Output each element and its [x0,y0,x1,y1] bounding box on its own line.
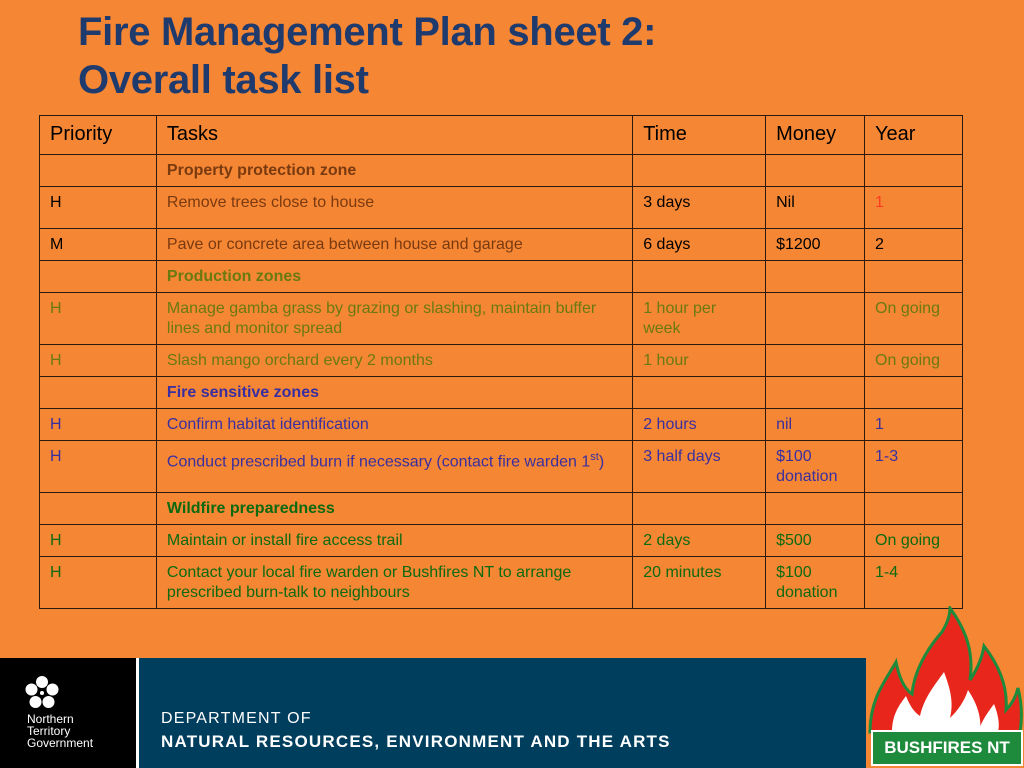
money-cell: $100 donation [766,441,865,493]
section-title: Property protection zone [156,155,632,187]
ntg-line-3: Government [27,736,94,750]
empty-cell [865,261,963,293]
priority-cell: H [40,557,157,609]
header-priority: Priority [40,116,157,155]
empty-cell [633,261,766,293]
time-cell: 2 days [633,525,766,557]
section-title: Production zones [156,261,632,293]
year-cell: 1-3 [865,441,963,493]
table-row [40,525,963,557]
task-text: Conduct prescribed burn if necessary (contact fire warden 1 [166,453,591,471]
table-row [40,409,963,441]
time-cell: 1 hour per week [633,293,766,345]
priority-cell: H [40,441,157,493]
priority-cell: M [40,229,157,261]
empty-cell [766,261,865,293]
task-cell: Confirm habitat identification [156,409,632,441]
section-row [40,155,963,187]
money-cell: $1200 [766,229,865,261]
page-title [78,8,656,104]
empty-cell [633,155,766,187]
money-cell: nil [766,409,865,441]
header-money: Money [766,116,865,155]
table-row [40,293,963,345]
time-cell: 2 hours [633,409,766,441]
year-cell: On going [865,293,963,345]
table-row [40,441,963,493]
empty-cell [865,377,963,409]
task-cell: Slash mango orchard every 2 months [156,345,632,377]
year-cell: On going [865,345,963,377]
task-cell: Maintain or install fire access trail [156,525,632,557]
ntg-wordmark [27,713,93,749]
task-cell: Pave or concrete area between house and garage [156,229,632,261]
empty-cell [40,155,157,187]
empty-cell [865,493,963,525]
year-cell: On going [865,525,963,557]
time-cell: 6 days [633,229,766,261]
year-cell: 1 [865,187,963,229]
section-row [40,377,963,409]
task-text-end: ) [598,453,605,471]
table-header-row [40,116,963,155]
task-table [39,115,963,609]
empty-cell [633,493,766,525]
section-title: Fire sensitive zones [156,377,632,409]
time-cell: 20 minutes [633,557,766,609]
department-line-1: DEPARTMENT OF [161,710,312,727]
money-cell [766,345,865,377]
table-row [40,187,963,229]
empty-cell [40,493,157,525]
empty-cell [865,155,963,187]
header-year: Year [865,116,963,155]
year-cell: 2 [865,229,963,261]
section-row [40,261,963,293]
section-title: Wildfire preparedness [156,493,632,525]
bushfires-nt-label: BUSHFIRES NT [871,730,1023,766]
empty-cell [766,155,865,187]
task-cell: Manage gamba grass by grazing or slashing, maintain buffer lines and monitor spread [156,293,632,345]
department-block [139,658,866,768]
table-row [40,557,963,609]
priority-cell: H [40,187,157,229]
section-row [40,493,963,525]
department-line-2: NATURAL RESOURCES, ENVIRONMENT AND THE ARTS [161,732,671,751]
time-cell: 1 hour [633,345,766,377]
money-cell: $100 donation [766,557,865,609]
year-cell: 1-4 [865,557,963,609]
year-cell: 1 [865,409,963,441]
table-row [40,345,963,377]
empty-cell [40,377,157,409]
priority-cell: H [40,345,157,377]
priority-cell: H [40,525,157,557]
header-tasks: Tasks [156,116,632,155]
empty-cell [633,377,766,409]
table-row [40,229,963,261]
ntg-logo-block [0,658,136,768]
ntg-line-2: Territory [27,724,71,738]
task-cell [156,441,632,493]
time-cell: 3 half days [633,441,766,493]
header-time: Time [633,116,766,155]
time-cell: 3 days [633,187,766,229]
empty-cell [766,377,865,409]
money-cell: $500 [766,525,865,557]
money-cell: Nil [766,187,865,229]
desert-rose-icon [25,676,59,710]
task-superscript: st [590,451,599,463]
title-line-2: Overall task list [78,58,369,102]
priority-cell: H [40,293,157,345]
priority-cell: H [40,409,157,441]
task-cell: Contact your local fire warden or Bushfires NT to arrange prescribed burn-talk to neighbours [156,557,632,609]
empty-cell [766,493,865,525]
task-cell: Remove trees close to house [156,187,632,229]
money-cell [766,293,865,345]
empty-cell [40,261,157,293]
title-line-1: Fire Management Plan sheet 2: [78,10,657,54]
bushfires-flame-icon [866,606,1024,736]
ntg-line-1: Northern [27,712,74,726]
